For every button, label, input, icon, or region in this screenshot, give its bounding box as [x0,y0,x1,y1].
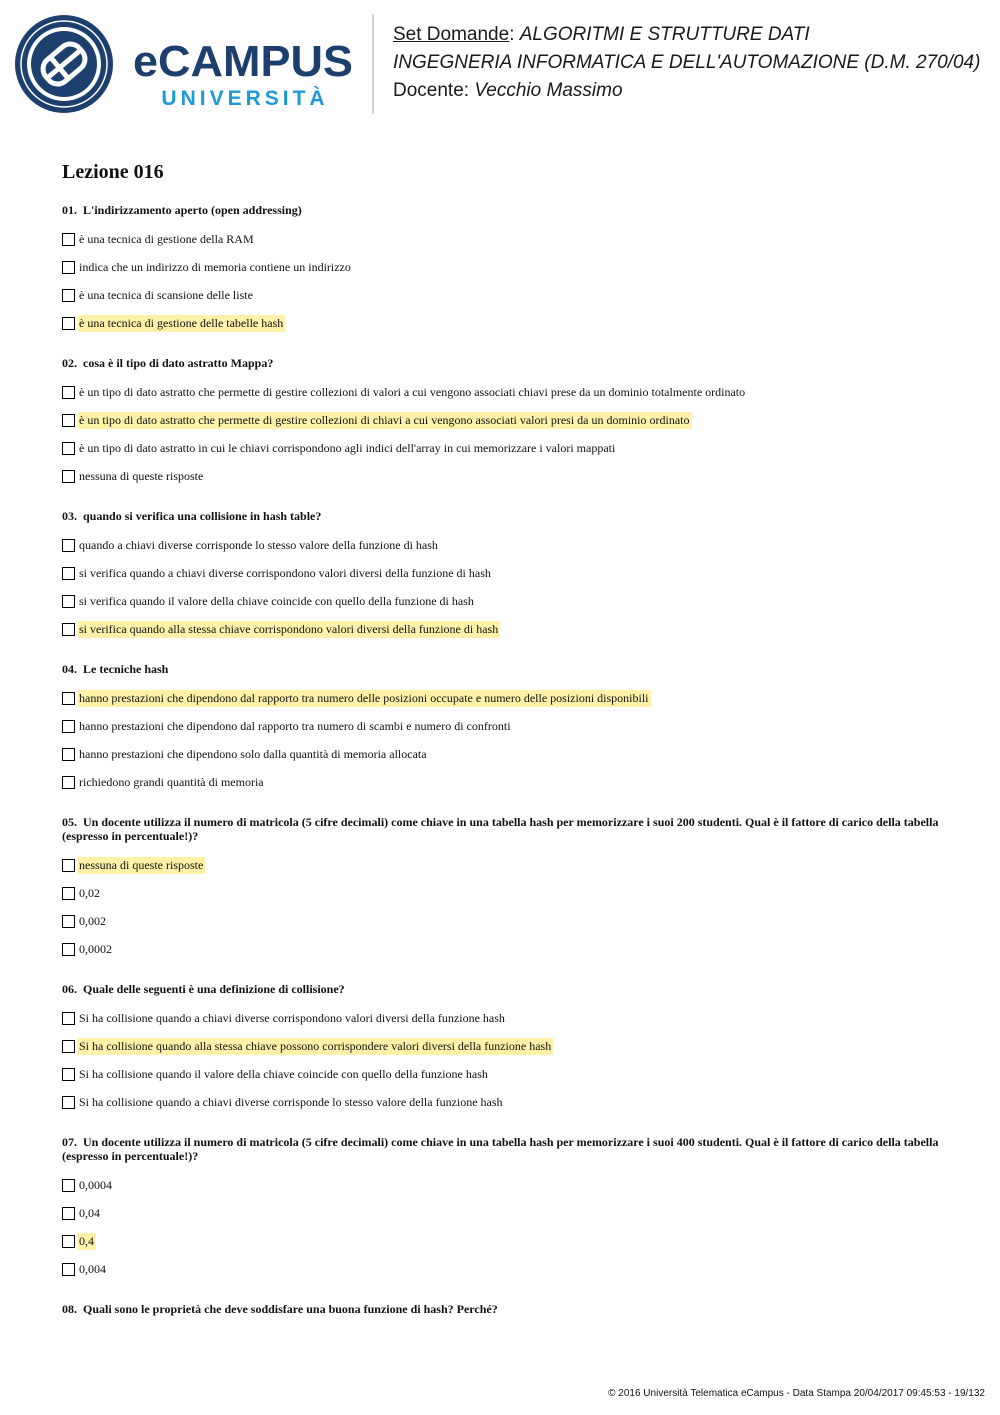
answer-text-highlighted: è un tipo di dato astratto che permette di gestire collezioni di chiavi a cui vengono associati valori presi da un dominio ordinato [79,412,690,427]
answer-text-highlighted: hanno prestazioni che dipendono dal rapporto tra numero delle posizioni occupate e numero delle posizioni disponibili [79,690,649,705]
answer-text: si verifica quando il valore della chiave coincide con quello della funzione di hash [79,593,474,608]
lesson-title: Lezione 016 [62,161,164,183]
answer-checkbox[interactable] [62,1068,75,1081]
answer-option[interactable] [62,559,942,587]
question-label: cosa è il tipo di dato astratto Mappa? [83,356,274,370]
question-number: 04. [62,662,77,676]
question-text [62,815,942,843]
answer-checkbox[interactable] [62,859,75,872]
question-text [62,203,942,217]
set-label: Set Domande [393,24,510,45]
answer-option[interactable] [62,684,942,712]
answer-checkbox[interactable] [62,623,75,636]
question-number: 03. [62,509,77,523]
answer-checkbox[interactable] [62,1179,75,1192]
answer-text: è un tipo di dato astratto che permette di gestire collezioni di valori a cui vengono associati chiavi prese da un dominio totalmente ordinato [79,384,746,399]
answer-checkbox[interactable] [62,1096,75,1109]
degree-name: INGEGNERIA INFORMATICA E DELL'AUTOMAZIONE (D.M. 270/04) [393,52,981,73]
answer-text: Si ha collisione quando a chiavi diverse corrispondono valori diversi della funzione hash [79,1010,505,1025]
answer-text-highlighted: è una tecnica di gestione delle tabelle hash [79,315,284,330]
question-number: 06. [62,982,77,996]
answer-option[interactable] [62,281,942,309]
answer-checkbox[interactable] [62,539,75,552]
answer-checkbox[interactable] [62,442,75,455]
answer-checkbox[interactable] [62,692,75,705]
question-list [62,203,942,1335]
question-text [62,1302,942,1316]
answer-checkbox[interactable] [62,887,75,900]
answer-text: 0,004 [79,1261,106,1276]
teacher-label: Docente: [393,80,475,101]
question [62,662,942,796]
answer-text: Si ha collisione quando a chiavi diverse corrisponde lo stesso valore della funzione hash [79,1094,503,1109]
answer-checkbox[interactable] [62,317,75,330]
course-name: ALGORITMI E STRUTTURE DATI [519,24,810,45]
answer-text: indica che un indirizzo di memoria contiene un indirizzo [79,259,351,274]
answer-option[interactable] [62,225,942,253]
answer-text: 0,002 [79,913,106,928]
logo-subtitle: UNIVERSITÀ [161,87,329,110]
question-number: 01. [62,203,77,217]
question [62,815,942,963]
question [62,1135,942,1283]
answer-text: richiedono grandi quantità di memoria [79,774,264,789]
question-number: 08. [62,1302,77,1316]
answer-option[interactable] [62,851,942,879]
question [62,509,942,643]
question [62,356,942,490]
answer-checkbox[interactable] [62,1040,75,1053]
teacher-name: Vecchio Massimo [474,80,623,101]
ecampus-wordmark-logo [133,40,355,80]
answer-checkbox[interactable] [62,720,75,733]
answer-option[interactable] [62,253,942,281]
answer-text: Si ha collisione quando il valore della chiave coincide con quello della funzione hash [79,1066,488,1081]
answer-checkbox[interactable] [62,567,75,580]
set-separator: : [509,24,520,45]
answer-checkbox[interactable] [62,748,75,761]
answer-option[interactable] [62,406,942,434]
question [62,203,942,337]
answer-text: è una tecnica di gestione della RAM [79,231,254,246]
answer-text: nessuna di queste risposte [79,468,204,483]
question-text [62,1135,942,1163]
answer-option[interactable] [62,768,942,796]
answer-checkbox[interactable] [62,386,75,399]
answer-text-highlighted: nessuna di queste risposte [79,857,204,872]
header-info [393,21,980,105]
answer-option[interactable] [62,740,942,768]
answer-checkbox[interactable] [62,289,75,302]
question-text [62,356,942,370]
question-number: 05. [62,815,77,829]
answer-text: 0,02 [79,885,100,900]
answer-checkbox[interactable] [62,943,75,956]
answer-checkbox[interactable] [62,1263,75,1276]
answer-option[interactable] [62,1088,942,1116]
answer-option[interactable] [62,1032,942,1060]
question-label: Quali sono le proprietà che deve soddisfare una buona funzione di hash? Perché? [83,1302,498,1316]
question-label: Un docente utilizza il numero di matricola (5 cifre decimali) come chiave in una tabella hash per memorizzare i suoi 400 studenti. Qual è il fattore di carico della tabella (espresso in percentuale!)? [62,1135,939,1163]
answer-option[interactable] [62,587,942,615]
answer-checkbox[interactable] [62,261,75,274]
question-number: 07. [62,1135,77,1149]
answer-option[interactable] [62,1255,942,1283]
answer-text-highlighted: si verifica quando alla stessa chiave corrispondono valori diversi della funzione di hash [79,621,499,636]
answer-option[interactable] [62,1227,942,1255]
answer-checkbox[interactable] [62,470,75,483]
university-seal-logo [14,14,114,114]
question-text [62,509,942,523]
answer-option[interactable] [62,907,942,935]
answer-option[interactable] [62,434,942,462]
answer-text: 0,04 [79,1205,100,1220]
answer-text: 0,0004 [79,1177,112,1192]
header-divider [372,14,374,114]
answer-checkbox[interactable] [62,776,75,789]
answer-checkbox[interactable] [62,414,75,427]
answer-option[interactable] [62,1004,942,1032]
page-footer: © 2016 Università Telematica eCampus - Data Stampa 20/04/2017 09:45:53 - 19/132 [608,1388,985,1399]
header-set-line [393,21,980,49]
answer-option[interactable] [62,1171,942,1199]
answer-option[interactable] [62,309,942,337]
answer-checkbox[interactable] [62,1012,75,1025]
answer-option[interactable] [62,1060,942,1088]
teacher-line [393,77,980,105]
question-text [62,982,942,996]
logo-brand-text: eCAMPUS [133,40,353,80]
question-label: Un docente utilizza il numero di matricola (5 cifre decimali) come chiave in una tabella hash per memorizzare i suoi 200 studenti. Qual è il fattore di carico della tabella (espresso in percentuale!)? [62,815,939,843]
question-number: 02. [62,356,77,370]
question-label: L'indirizzamento aperto (open addressing) [83,203,302,217]
question-label: Quale delle seguenti è una definizione di collisione? [83,982,345,996]
answer-text: hanno prestazioni che dipendono dal rapporto tra numero di scambi e numero di confronti [79,718,511,733]
answer-option[interactable] [62,935,942,963]
answer-text: 0,0002 [79,941,112,956]
answer-option[interactable] [62,1199,942,1227]
answer-option[interactable] [62,378,942,406]
answer-checkbox[interactable] [62,1207,75,1220]
answer-text: quando a chiavi diverse corrisponde lo stesso valore della funzione di hash [79,537,438,552]
question [62,1302,942,1316]
answer-option[interactable] [62,615,942,643]
answer-checkbox[interactable] [62,915,75,928]
answer-option[interactable] [62,462,942,490]
answer-text-highlighted: 0,4 [79,1233,94,1248]
answer-option[interactable] [62,879,942,907]
answer-text: è una tecnica di scansione delle liste [79,287,253,302]
answer-option[interactable] [62,712,942,740]
answer-text: è un tipo di dato astratto in cui le chiavi corrispondono agli indici dell'array in cui memorizzare i valori mappati [79,440,616,455]
question [62,982,942,1116]
answer-text: hanno prestazioni che dipendono solo dalla quantità di memoria allocata [79,746,427,761]
answer-checkbox[interactable] [62,1235,75,1248]
answer-option[interactable] [62,531,942,559]
answer-checkbox[interactable] [62,233,75,246]
answer-text-highlighted: Si ha collisione quando alla stessa chiave possono corrispondere valori diversi della funzione hash [79,1038,552,1053]
question-text [62,662,942,676]
question-label: quando si verifica una collisione in hash table? [83,509,322,523]
answer-text: si verifica quando a chiavi diverse corrispondono valori diversi della funzione di hash [79,565,491,580]
question-label: Le tecniche hash [83,662,169,676]
answer-checkbox[interactable] [62,595,75,608]
